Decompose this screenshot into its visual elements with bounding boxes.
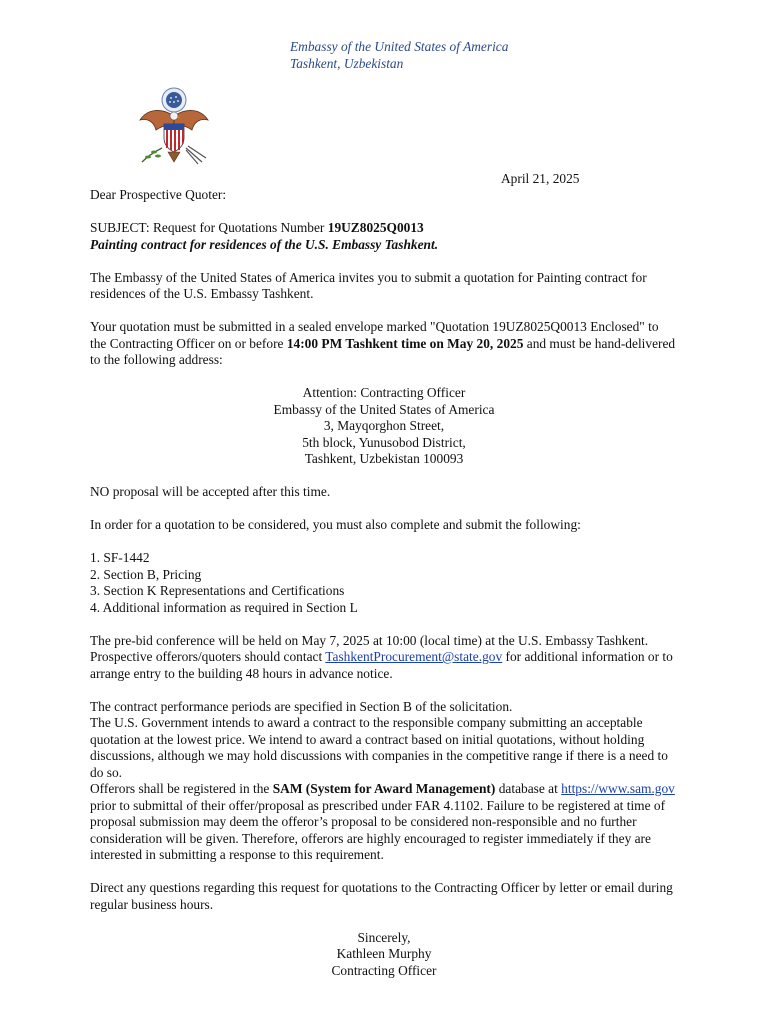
address-line: 3, Mayqorghon Street, — [323, 418, 445, 433]
valediction: Sincerely, — [357, 929, 411, 945]
requirements-list — [90, 550, 678, 616]
performance-paragraph: The contract performance periods are specified in Section B of the solicitation. — [90, 698, 513, 714]
rfq-number: 19UZ8025Q0013 — [327, 220, 424, 235]
list-item: 1. SF-1442 — [90, 550, 150, 565]
signature-block — [90, 930, 678, 980]
sam-paragraph — [90, 781, 678, 864]
prebid-text-2: for additional information or to arrange entry to the building 48 hours in advance notice. — [90, 649, 673, 681]
great-seal-icon — [134, 86, 212, 166]
subject-title: Painting contract for residences of the U.S. Embassy Tashkent. — [90, 236, 439, 252]
sam-name: SAM (System for Award Management) — [272, 781, 496, 796]
requirements-intro: In order for a quotation to be considered, you must also complete and submit the following: — [90, 517, 581, 532]
letterhead-line-1: Embassy of the United States of America — [290, 39, 509, 54]
intro-paragraph: The Embassy of the United States of America invites you to submit a quotation for Painting contract for residences of the U.S. Embassy Tashkent. — [90, 269, 647, 301]
sam-text-1: Offerors shall be registered in the — [90, 781, 273, 796]
subject-prefix: SUBJECT: Request for Quotations Number — [90, 220, 328, 235]
prebid-text-1: The pre-bid conference will be held on May 7, 2025 at 10:00 (local time) at the U.S. Embassy Tashkent. Prospective offerors/quoters should contact — [90, 632, 649, 664]
submission-paragraph — [90, 319, 678, 369]
sam-gov-link[interactable]: https://www.sam.gov — [561, 781, 675, 796]
address-line: Attention: Contracting Officer — [302, 385, 466, 400]
address-line: Tashkent, Uzbekistan 100093 — [304, 451, 464, 466]
submission-text-1: Your quotation must be submitted in a sealed envelope marked "Quotation 19UZ8025Q0013 Enclosed" to the Contracting Officer on or before — [90, 319, 659, 351]
address-line: Embassy of the United States of America — [273, 401, 495, 417]
award-paragraph: The U.S. Government intends to award a contract to the responsible company submitting an acceptable quotation at the lowest price. We intend to award a contract based on initial quotations, without holding discussions, although we may hold discussions with companies in the competitive range if there is a need to do so. — [90, 715, 668, 780]
prebid-paragraph — [90, 633, 678, 683]
procurement-email-link[interactable]: TashkentProcurement@state.gov — [325, 649, 503, 664]
address-line: 5th block, Yunusobod District, — [302, 434, 466, 450]
signer-title: Contracting Officer — [331, 962, 437, 978]
signer-name: Kathleen Murphy — [336, 946, 432, 961]
subject-line — [90, 220, 678, 237]
sam-text-3: prior to submittal of their offer/proposal as prescribed under FAR 4.1102. Failure to be registered at time of proposal submission may deem the offeror’s proposal to be considered non-responsible and no further consideration will be given. Therefore, offerors are highly encouraged to register immediately if they are interested in submitting a response to this requirement. — [90, 797, 666, 862]
letter-date: April 21, 2025 — [501, 171, 580, 186]
questions-paragraph: Direct any questions regarding this request for quotations to the Contracting Officer by letter or email during regular business hours. — [90, 880, 673, 912]
list-item: 2. Section B, Pricing — [90, 566, 202, 582]
delivery-address — [90, 385, 678, 468]
letterhead — [290, 38, 508, 72]
sam-text-2: database at — [495, 781, 562, 796]
letterhead-line-2: Tashkent, Uzbekistan — [290, 56, 404, 71]
submission-text-2: and must be hand-delivered to the following address: — [90, 335, 676, 367]
list-item: 3. Section K Representations and Certifications — [90, 583, 345, 598]
submission-deadline: 14:00 PM Tashkent time on May 20, 2025 — [286, 335, 524, 351]
list-item: 4. Additional information as required in Section L — [90, 599, 358, 615]
no-proposal-notice: NO proposal will be accepted after this time. — [90, 484, 331, 499]
salutation: Dear Prospective Quoter: — [90, 187, 227, 202]
letter-body — [90, 187, 678, 979]
